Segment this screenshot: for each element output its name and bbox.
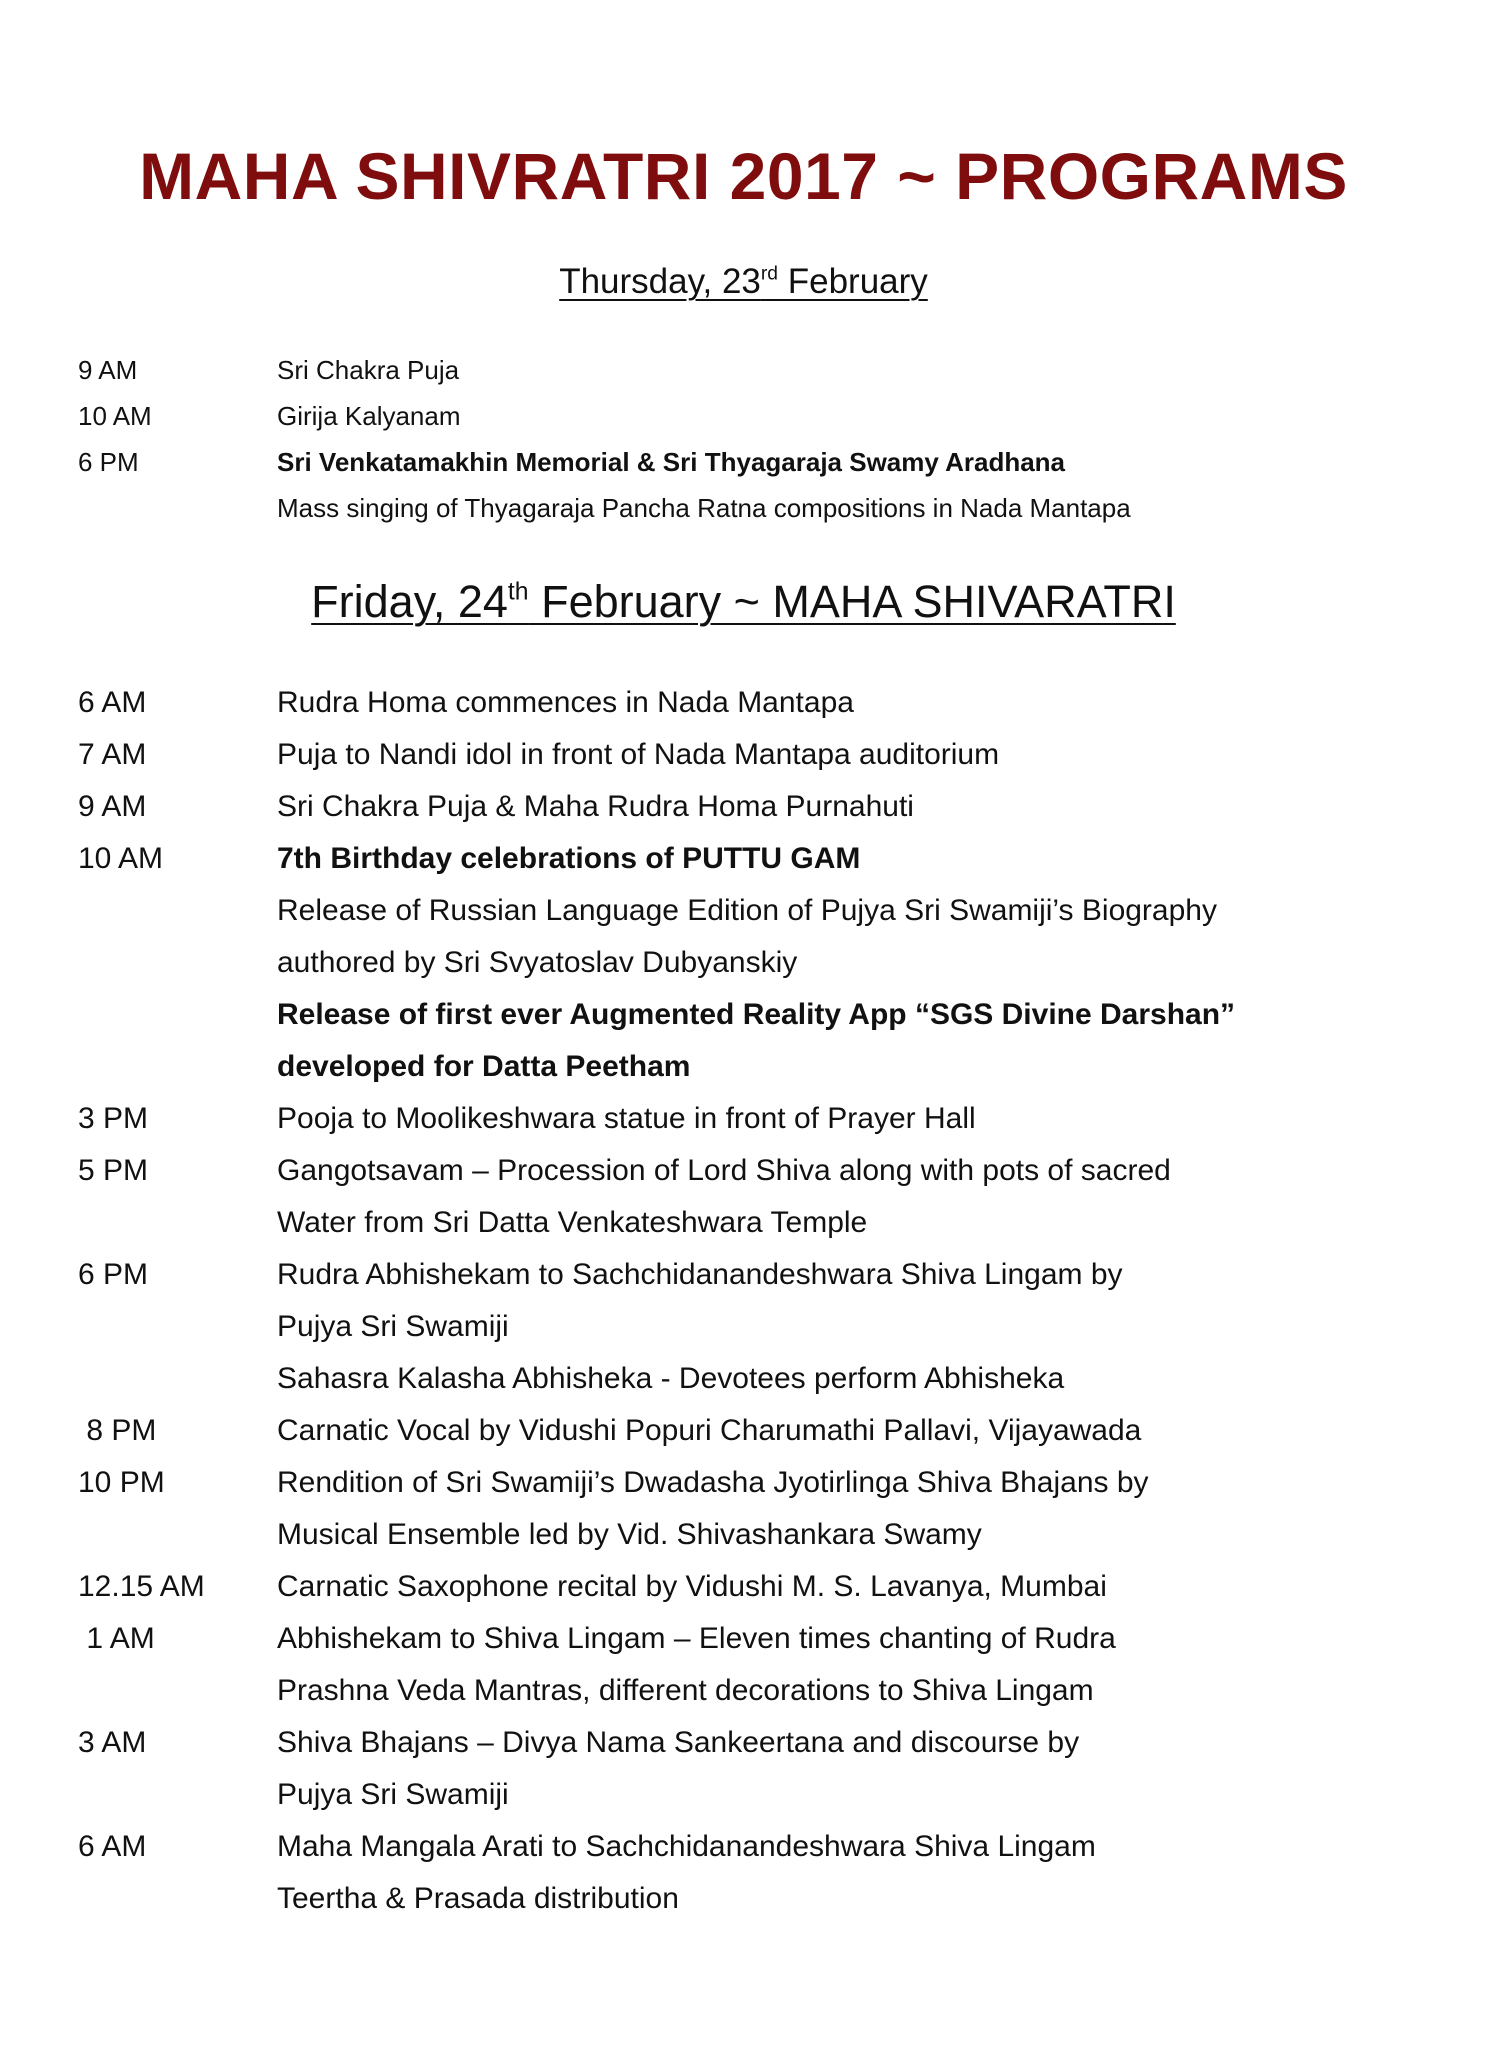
schedule-row	[0, 942, 1487, 994]
event-description: Carnatic Vocal by Vidushi Popuri Charumathi Pallavi, Vijayawada	[277, 1414, 1142, 1447]
schedule-row	[0, 1098, 1487, 1150]
schedule-row	[0, 786, 1487, 838]
event-time: 3 AM	[78, 1726, 147, 1759]
schedule-row	[0, 444, 1487, 490]
day-heading-ordinal: th	[507, 578, 529, 606]
schedule-row	[0, 1410, 1487, 1462]
event-description: Release of first ever Augmented Reality App “SGS Divine Darshan”	[277, 998, 1236, 1031]
schedule-row	[0, 1358, 1487, 1410]
event-description: developed for Datta Peetham	[277, 1050, 691, 1083]
event-description: Rudra Abhishekam to Sachchidanandeshwara Shiva Lingam by	[277, 1258, 1123, 1291]
schedule-row	[0, 1046, 1487, 1098]
event-time: 7 AM	[78, 738, 147, 771]
event-description: Rendition of Sri Swamiji’s Dwadasha Jyotirlinga Shiva Bhajans by	[277, 1466, 1149, 1499]
day-heading-thursday	[0, 258, 1487, 306]
schedule-row	[0, 1514, 1487, 1566]
schedule-row	[0, 1462, 1487, 1514]
event-time: 8 PM	[78, 1414, 157, 1447]
event-time: 1 AM	[78, 1622, 155, 1655]
event-time: 9 AM	[78, 790, 147, 823]
event-description: Water from Sri Datta Venkateshwara Temple	[277, 1206, 868, 1239]
schedule-row	[0, 1150, 1487, 1202]
event-description: Maha Mangala Arati to Sachchidanandeshwara Shiva Lingam	[277, 1830, 1096, 1863]
schedule-row	[0, 490, 1487, 536]
day-heading-ordinal: rd	[760, 263, 779, 285]
event-time: 9 AM	[78, 355, 138, 385]
schedule-row	[0, 734, 1487, 786]
schedule-row	[0, 1722, 1487, 1774]
schedule-row	[0, 398, 1487, 444]
schedule-row	[0, 994, 1487, 1046]
day-heading-friday	[0, 572, 1487, 632]
event-description: Gangotsavam – Procession of Lord Shiva along with pots of sacred	[277, 1154, 1171, 1187]
event-description: 7th Birthday celebrations of PUTTU GAM	[277, 842, 861, 875]
event-time: 6 PM	[78, 447, 139, 477]
schedule-row	[0, 1306, 1487, 1358]
schedule-row	[0, 1254, 1487, 1306]
event-time: 6 AM	[78, 1830, 147, 1863]
event-time: 10 PM	[78, 1466, 165, 1499]
day-heading-prefix: Friday, 24	[311, 576, 508, 627]
day-heading-suffix: February	[778, 262, 928, 301]
event-description: Teertha & Prasada distribution	[277, 1882, 679, 1915]
event-description: Sahasra Kalasha Abhisheka - Devotees perform Abhisheka	[277, 1362, 1065, 1395]
event-description: Sri Venkatamakhin Memorial & Sri Thyagaraja Swamy Aradhana	[277, 447, 1066, 477]
event-time: 6 AM	[78, 686, 147, 719]
page-title: MAHA SHIVRATRI 2017 ~ PROGRAMS	[139, 139, 1348, 214]
event-time: 3 PM	[78, 1102, 149, 1135]
event-description: Release of Russian Language Edition of Pujya Sri Swamiji’s Biography	[277, 894, 1217, 927]
event-description: Pooja to Moolikeshwara statue in front of Prayer Hall	[277, 1102, 976, 1135]
schedule-row	[0, 682, 1487, 734]
event-time: 10 AM	[78, 842, 164, 875]
event-description: Puja to Nandi idol in front of Nada Mantapa auditorium	[277, 738, 1000, 771]
event-description: Pujya Sri Swamiji	[277, 1778, 509, 1811]
event-time: 5 PM	[78, 1154, 149, 1187]
event-description: Sri Chakra Puja	[277, 355, 460, 385]
day-heading-prefix: Thursday, 23	[559, 262, 761, 301]
day-heading-suffix: February ~ MAHA SHIVARATRI	[528, 576, 1176, 627]
event-description: Pujya Sri Swamiji	[277, 1310, 509, 1343]
event-description: Girija Kalyanam	[277, 401, 461, 431]
event-description: Musical Ensemble led by Vid. Shivashankara Swamy	[277, 1518, 982, 1551]
schedule-row	[0, 1202, 1487, 1254]
schedule-row	[0, 890, 1487, 942]
schedule-thursday	[0, 352, 1487, 536]
schedule-row	[0, 1774, 1487, 1826]
schedule-row	[0, 1878, 1487, 1930]
event-description: Carnatic Saxophone recital by Vidushi M. S. Lavanya, Mumbai	[277, 1570, 1107, 1603]
event-time: 10 AM	[78, 401, 152, 431]
schedule-row	[0, 1618, 1487, 1670]
schedule-row	[0, 1566, 1487, 1618]
event-description: Rudra Homa commences in Nada Mantapa	[277, 686, 854, 719]
schedule-row	[0, 838, 1487, 890]
event-description: Sri Chakra Puja & Maha Rudra Homa Purnahuti	[277, 790, 914, 823]
schedule-friday	[0, 682, 1487, 1930]
event-description: Shiva Bhajans – Divya Nama Sankeertana and discourse by	[277, 1726, 1080, 1759]
event-description: Abhishekam to Shiva Lingam – Eleven times chanting of Rudra	[277, 1622, 1116, 1655]
event-description: Mass singing of Thyagaraja Pancha Ratna compositions in Nada Mantapa	[277, 493, 1131, 523]
schedule-row	[0, 352, 1487, 398]
event-time: 6 PM	[78, 1258, 149, 1291]
schedule-row	[0, 1826, 1487, 1878]
event-time: 12.15 AM	[78, 1570, 205, 1603]
schedule-row	[0, 1670, 1487, 1722]
event-description: authored by Sri Svyatoslav Dubyanskiy	[277, 946, 798, 979]
event-description: Prashna Veda Mantras, different decorations to Shiva Lingam	[277, 1674, 1094, 1707]
